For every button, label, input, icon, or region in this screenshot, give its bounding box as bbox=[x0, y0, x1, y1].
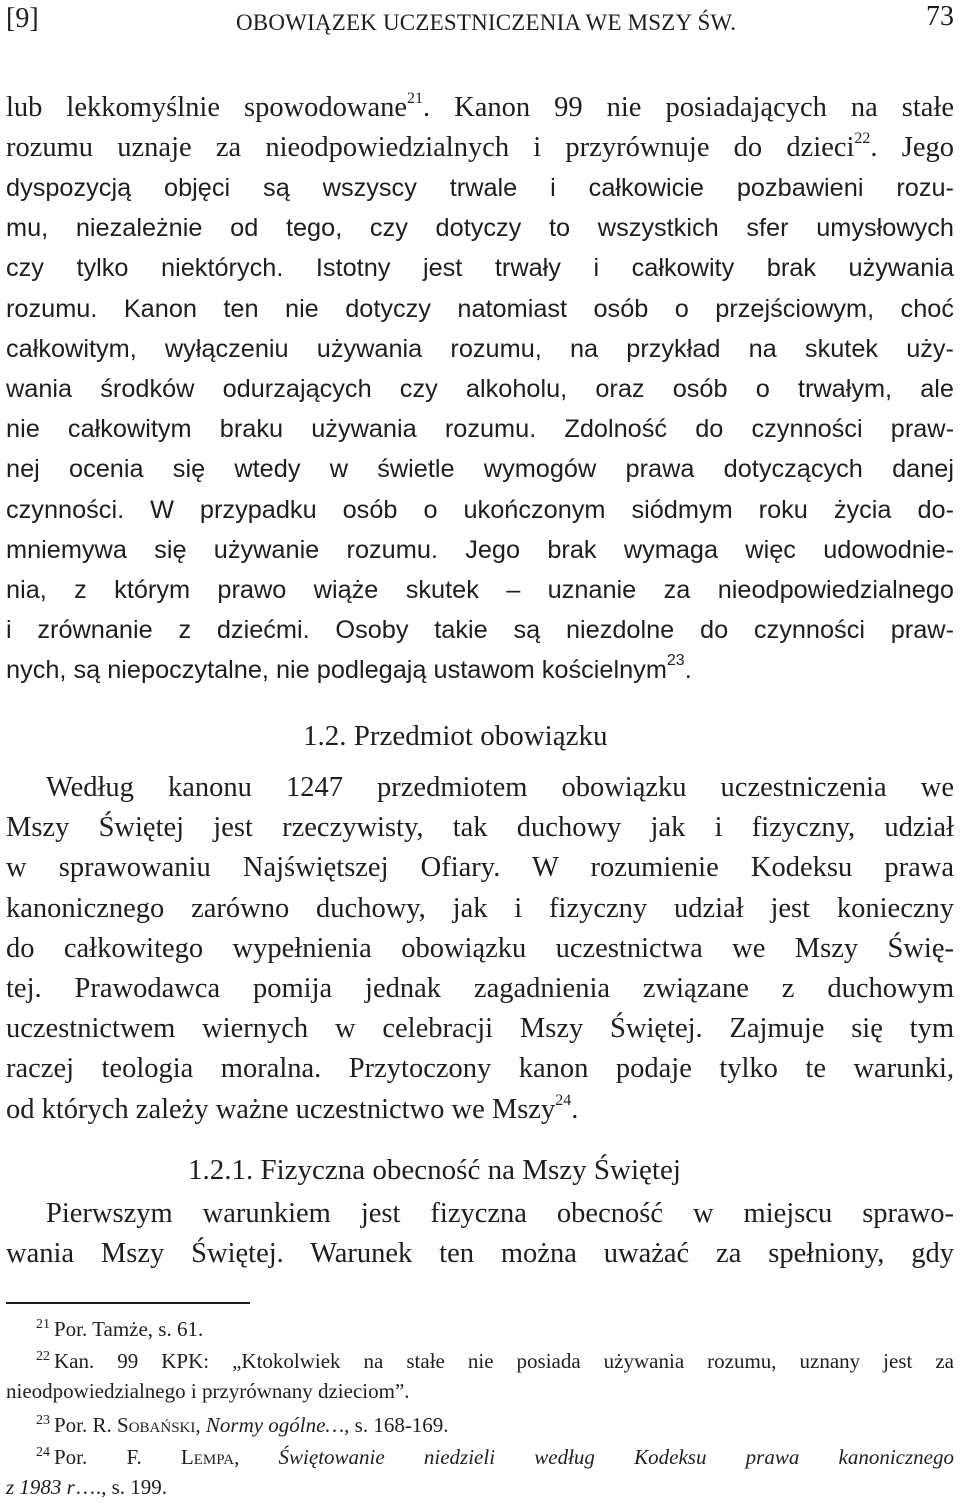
author-name: Lempa bbox=[180, 1445, 235, 1469]
text-line: od których zależy ważne uczestnictwo we Mszy$^{24}$. bbox=[6, 1091, 579, 1125]
footnote-23: $^{23}$ Por. R. Sobański, Normy ogólne…, s. 168-169. bbox=[36, 1413, 449, 1437]
text-line: dyspozycją objęci są wszyscy trwale i całkowicie pozbawieni rozu- bbox=[6, 174, 954, 202]
footnote-24: $^{24}$ Por. F. Lempa, Świętowanie niedzieli według Kodeksu prawa kanonicznego z 1983 r…., s. 199. bbox=[6, 1445, 954, 1499]
section-reference: [9] bbox=[6, 3, 39, 34]
text-line: rozumu uznaje za nieodpowiedzialnych i przyrównuje do dzieci$^{22}$. Jego bbox=[6, 130, 954, 164]
work-title: Normy ogólne… bbox=[205, 1413, 345, 1437]
footnote-separator bbox=[6, 1302, 250, 1304]
page-number: 73 bbox=[926, 1, 954, 32]
text-line: i zrównanie z dziećmi. Osoby takie są niezdolne do czynności praw- bbox=[6, 616, 954, 645]
text-line: kanonicznego zarówno duchowy, jak i fizyczny udział jest konieczny bbox=[6, 892, 954, 924]
text-line: nie całkowitym braku używania rozumu. Zdolność do czynności praw- bbox=[6, 415, 954, 444]
paragraph-2 bbox=[6, 768, 954, 1130]
section-heading-1-2-1: 1.2.1. Fizyczna obecność na Mszy Świętej bbox=[188, 1154, 681, 1186]
footnote-ref-21[interactable]: 21 bbox=[407, 90, 424, 107]
paragraph-1-sans bbox=[6, 168, 954, 691]
footnote-ref-24[interactable]: 24 bbox=[555, 1091, 572, 1109]
text-line: wania środków odurzających czy alkoholu, oraz osób o trwałym, ale bbox=[6, 375, 954, 404]
paragraph-3 bbox=[6, 1194, 954, 1274]
text-line: Pierwszym warunkiem jest fizyczna obecność w miejscu sprawo- bbox=[46, 1198, 954, 1229]
paragraph-1-serif bbox=[6, 88, 954, 168]
footnote-number: 22 bbox=[36, 1349, 50, 1364]
text-line: rozumu. Kanon ten nie dotyczy natomiast osób o przejściowym, choć bbox=[6, 294, 954, 323]
text-line: uczestnictwem wiernych w celebracji Mszy Świętej. Zajmuje się tym bbox=[6, 1013, 954, 1045]
author-name: Sobański bbox=[117, 1413, 196, 1437]
text-line: czy tylko niektórych. Istotny jest trwały i całkowity brak używania bbox=[6, 254, 954, 283]
section-heading-1-2: 1.2. Przedmiot obowiązku bbox=[303, 720, 608, 752]
text-line: mniemywa się używanie rozumu. Jego brak wymaga więc udowodnie- bbox=[6, 535, 954, 564]
running-header bbox=[6, 0, 954, 40]
text-line: w sprawowaniu Najświętszej Ofiary. W rozumienie Kodeksu prawa bbox=[6, 852, 954, 884]
running-title: OBOWIĄZEK UCZESTNICZENIA WE MSZY ŚW. bbox=[236, 10, 737, 35]
text-line: Według kanonu 1247 przedmiotem obowiązku uczestniczenia we bbox=[46, 772, 954, 803]
text-line: tej. Prawodawca pomija jednak zagadnienia związane z duchowym bbox=[6, 973, 954, 1005]
work-title: Świętowanie niedzieli według Kodeksu prawa kanonicznego bbox=[278, 1445, 954, 1469]
text-line: całkowitym, wyłączeniu używania rozumu, na przykład na skutek uży- bbox=[6, 334, 954, 363]
text-line: raczej teologia moralna. Przytoczony kanon podaje tylko te warunki, bbox=[6, 1053, 954, 1085]
text-line: wania Mszy Świętej. Warunek ten można uważać za spełniony, gdy bbox=[6, 1238, 954, 1270]
text-line: do całkowitego wypełnienia obowiązku uczestnictwa we Mszy Świę- bbox=[6, 932, 954, 964]
text-line: lub lekkomyślnie spowodowane$^{21}$. Kanon 99 nie posiadających na stałe bbox=[6, 90, 954, 123]
footnote-number: 23 bbox=[36, 1413, 50, 1428]
footnote-21: $^{21}$ Por. Tamże, s. 61. bbox=[36, 1317, 204, 1341]
footnote-number: 21 bbox=[36, 1317, 50, 1332]
work-title-continued: z 1983 r bbox=[6, 1475, 75, 1499]
footnote-ref-23[interactable]: 23 bbox=[666, 652, 685, 670]
text-line: Mszy Świętej jest rzeczywisty, tak duchowy jak i fizyczny, udział bbox=[6, 812, 954, 844]
text-line: mu, niezależnie od tego, czy dotyczy to wszystkich sfer umysłowych bbox=[6, 214, 954, 243]
footnote-number: 24 bbox=[36, 1445, 50, 1460]
footnote-22: $^{22}$ Kan. 99 KPK: „Ktokolwiek na stałe nie posiada używania rozumu, uznany jest za nieodpowiedzialnego i przyrównany dzieciom”. bbox=[6, 1349, 954, 1403]
text-line: nej ocenia się wtedy w świetle wymogów prawa dotyczących danej bbox=[6, 455, 954, 484]
footnote-ref-22[interactable]: 22 bbox=[854, 130, 871, 148]
text-line: nych, są niepoczytalne, nie podlegają ustawom kościelnym$^{23}$. bbox=[6, 652, 692, 685]
text-line: czynności. W przypadku osób o ukończonym siódmym roku życia do- bbox=[6, 495, 954, 524]
text-line: nia, z którym prawo wiąże skutek – uznanie za nieodpowiedzialnego bbox=[6, 576, 954, 605]
